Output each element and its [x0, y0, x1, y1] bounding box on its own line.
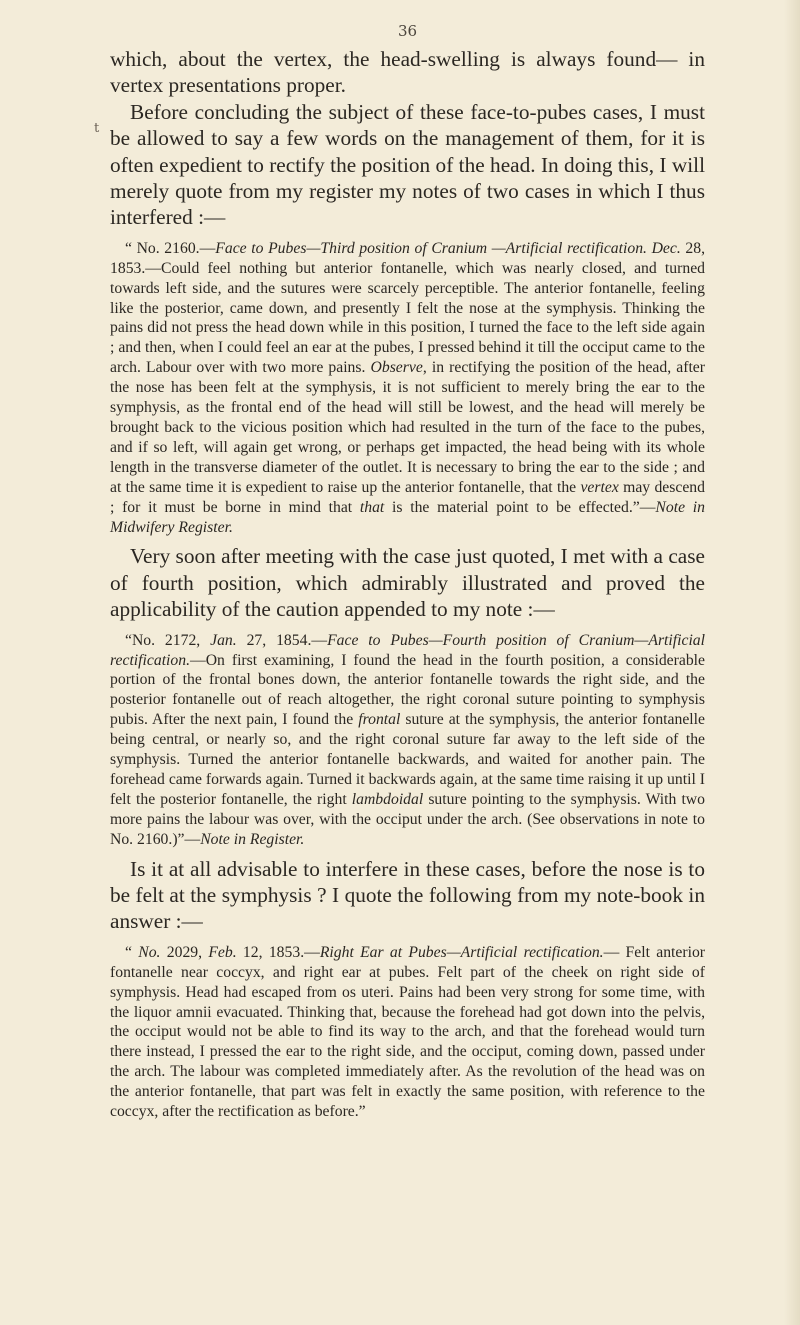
quote-2160-lead: “ No. 2160.— [125, 239, 216, 257]
page-number: 36 [397, 22, 418, 40]
quote-2172-lead: “No. 2172, [125, 631, 211, 649]
quote-2172-body-2: suture at the symphysis, the anterior fontanelle being central, or nearly so, and the right coronal suture far away to the left side of the symphysis. Turned the anterior fontanelle backwards, and waited for another pain. The forehead came forwards again. Turned it backwards again, at the same time raising it up until I felt the posterior fontanelle, the right [110, 711, 705, 808]
quote-2160-observe: Observe [370, 359, 423, 377]
quote-2172-date: 27, 1854.— [236, 631, 328, 649]
page-edge-shadow [784, 0, 800, 1325]
quote-2172-note: Note in Register. [200, 830, 305, 848]
quote-2172-lambdoidal: lambdoidal [351, 790, 424, 808]
quote-2029-month: Feb. [208, 943, 237, 961]
quote-2160-body-2: , in rectifying the position of the head, after the nose has been felt at the symphysis, it is not sufficient to merely bring the ear to the symphysis, as the frontal end of the head will still be lowest, and the head will merely be brought back to the vicious position which had resulted in the turn of the face to the pubes, and if so left, will again get wrong, or perhaps get impacted, the head being with its whole length in the transverse diameter of the outlet. It is necessary to bring the ear to the side ; and at the same time it is expedient to raise up the anterior fontanelle, that the [110, 359, 705, 496]
quote-2172 [110, 631, 705, 850]
paragraph-1: which, about the vertex, the head-swelling is always found— in vertex presentations proper. [110, 47, 705, 98]
quote-2160 [110, 239, 705, 538]
book-page [110, 0, 705, 1128]
quote-2029-title: Right Ear at Pubes—Artificial rectification. [319, 943, 604, 961]
quote-2160-body-1: —Could feel nothing but anterior fontanelle, which was nearly closed, and turned towards left side, and the sutures were scarcely perceptible. The anterior fontanelle, feeling like the posterior, came down, and presently I felt the nose at the symphysis. Thinking the pains did not press the head down while in this position, I turned the face to the left side again ; and then, when I could feel an ear at the pubes, I pressed behind it till the occiput came to the arch. Labour over with two more pains. [110, 259, 705, 377]
quote-2172-body-3: suture pointing to the symphysis. With two more pains the labour was over, with the occiput under the arch. (See observations in note to No. 2160.)”— [110, 790, 705, 848]
paragraph-3: Very soon after meeting with the case just quoted, I met with a case of fourth position, which admirably illustrated and proved the applicability of the caution appended to my note :— [110, 544, 705, 622]
quote-2029-date: 12, 1853.— [236, 943, 320, 961]
margin-mark: t [94, 121, 100, 136]
quote-2160-that: that [359, 498, 385, 516]
paragraph-2: Before concluding the subject of these face-to-pubes cases, I must be allowed to say a few words on the management of them, for it is often expedient to rectify the position of the head. In doing this, I will merely quote from my register my notes of two cases in which I thus interfered :— [110, 99, 705, 230]
quote-2029 [110, 943, 705, 1122]
quote-2160-date: 28, 1853. [110, 239, 705, 277]
quote-2029-number: 2029, [160, 943, 209, 961]
quote-2029-body: — Felt anterior fontanelle near coccyx, and right ear at pubes. Felt part of the cheek on right side of symphysis. Head had escaped from os uteri. Pains had been very strong for some time, with the liquor amnii evacuated. Thinking that, because the forehead had got down into the pelvis, the occiput would not be able to find its way to the arch, and that the forehead would turn there instead, I pressed the ear to the right side, and the occiput, coming down, passed under the arch. The labour was completed immediately after. As the revolution of the head was on the anterior fontanelle, that part was felt in exactly the same position, with reference to the coccyx, after the rectification as before.” [110, 943, 706, 1121]
quote-2172-month: Jan. [210, 631, 237, 649]
quote-2172-body-1: —On first examining, I found the head in the fourth position, a considerable portion of the frontal bones down, the anterior fontanelle towards the right side, and the posterior fontanelle out of reach altogether, the right coronal suture pointing to symphysis pubis. After the next pain, I found the [110, 651, 705, 729]
quote-2029-no: No. [138, 943, 161, 961]
quote-2160-body-4: is the material point to be effected.”— [384, 498, 656, 516]
quote-2160-title: Face to Pubes—Third position of Cranium —Artificial rectification. Dec. [215, 239, 681, 257]
quote-2160-note: Note in Midwifery Register. [110, 498, 705, 536]
quote-2160-vertex: vertex [580, 478, 619, 496]
quote-2029-lead: “ [125, 943, 139, 961]
quote-2172-title: Face to Pubes—Fourth position of Cranium—Artificial rectification. [110, 631, 706, 669]
paragraph-4: Is it at all advisable to interfere in these cases, before the nose is to be felt at the symphysis ? I quote the following from my note-book in answer :— [110, 856, 705, 934]
quote-2160-body-3: may descend ; for it must be borne in mind that [110, 478, 705, 516]
quote-2172-frontal: frontal [358, 711, 401, 729]
